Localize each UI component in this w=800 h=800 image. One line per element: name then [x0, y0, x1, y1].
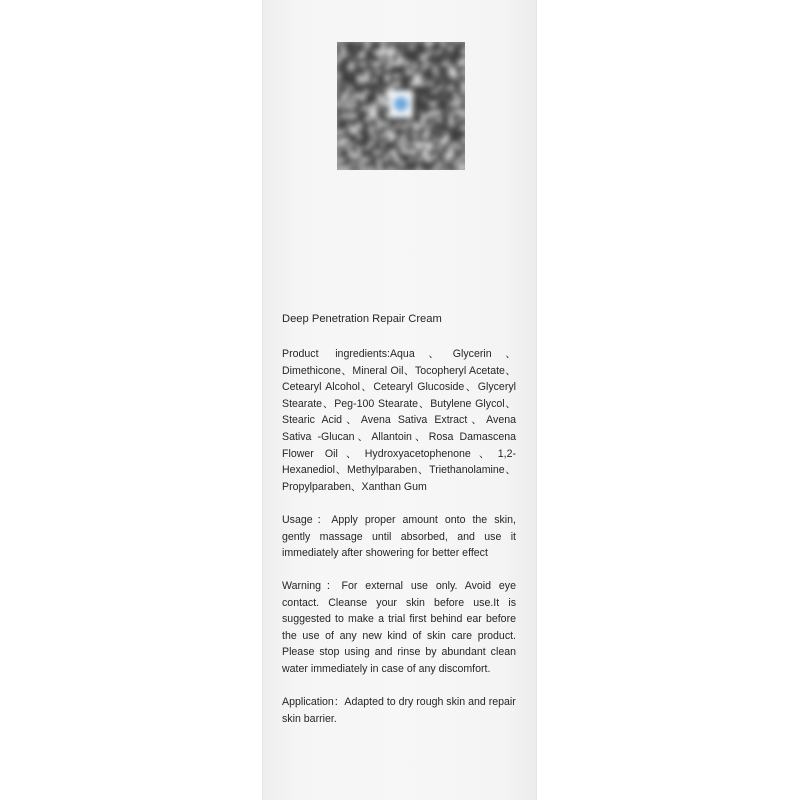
qr-code-graphic: [337, 42, 465, 170]
product-title: Deep Penetration Repair Cream: [282, 313, 442, 325]
ingredients-text: Product ingredients:Aqua、Glycerin、Dimethicone、Mineral Oil、Tocopheryl Acetate、Cetearyl Alcohol、Cetearyl Glucoside、Glyceryl Stearate、Peg-100 Stearate、Butylene Glycol、Stearic Acid、Avena Sativa Extract、Avena Sativa -Glucan、Allantoin、Rosa Damascena Flower Oil、Hydroxyacetophenone、1,2-Hexanediol、Methylparaben、Triethanolamine、Propylparaben、Xanthan Gum: [282, 348, 516, 493]
warning-text: Warning：For external use only. Avoid eye contact. Cleanse your skin before use.It is suggested to make a trial first behind ear before the use of any new kind of skin care product. Please stop using and rinse by abundant clean water immediately in case of any discomfort.: [282, 580, 516, 675]
usage-text: Usage：Apply proper amount onto the skin, gently massage until absorbed, and use it immediately after showering for better effect: [282, 514, 516, 560]
qr-code-icon: [337, 42, 465, 170]
application-text: Application：Adapted to dry rough skin and repair skin barrier.: [282, 696, 516, 725]
